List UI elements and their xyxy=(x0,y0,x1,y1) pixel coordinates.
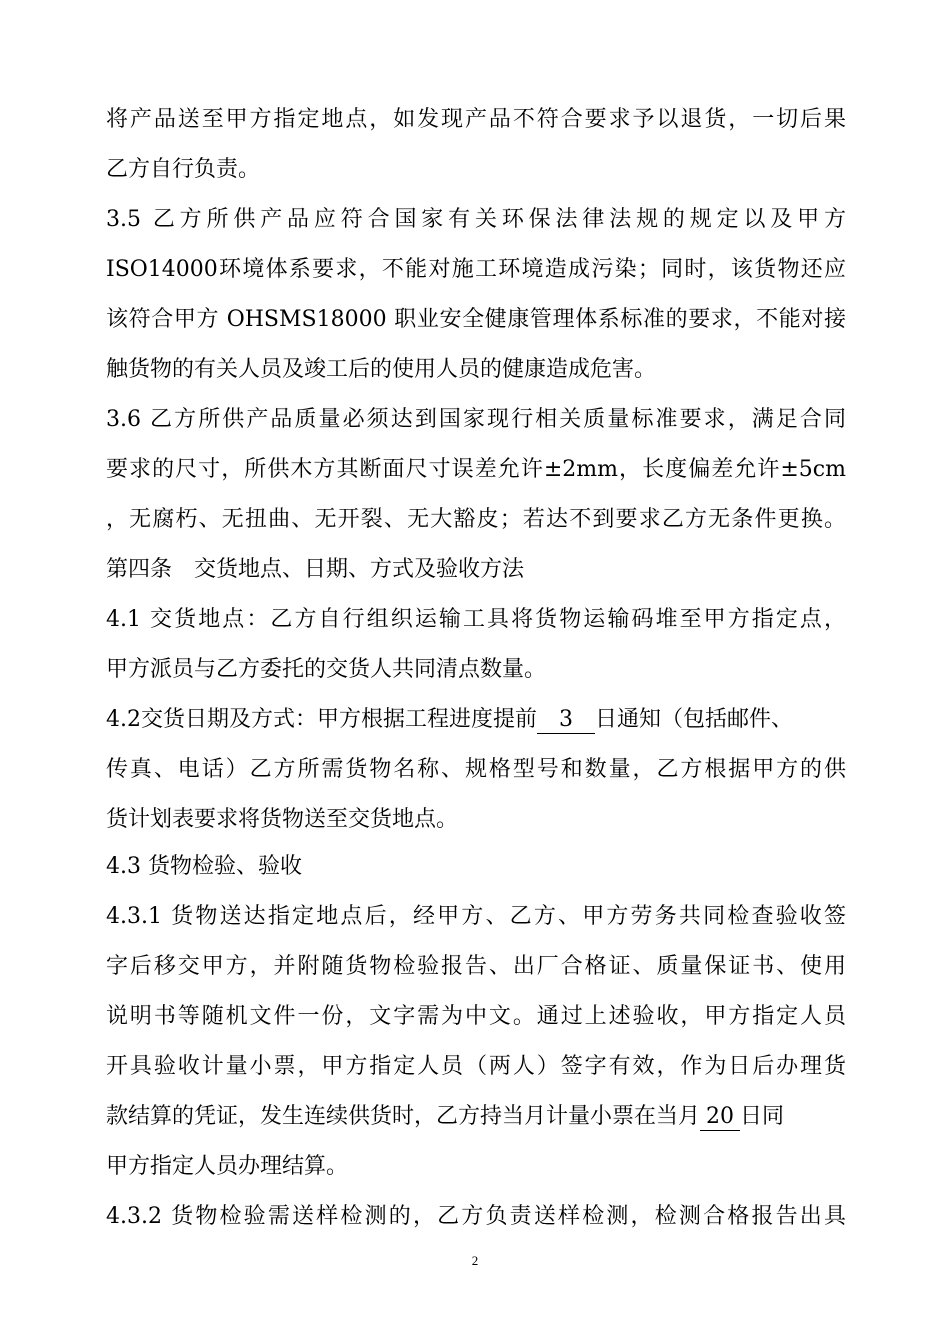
text-line: 触货物的有关人员及竣工后的使用人员的健康造成危害。 xyxy=(106,357,657,382)
text-line: 4.3.1 货物送达指定地点后，经甲方、乙方、甲方劳务共同检查验收签 xyxy=(106,904,846,929)
text-line: ，无腐朽、无扭曲、无开裂、无大豁皮；若达不到要求乙方无条件更换。 xyxy=(106,507,846,532)
page-number: 2 xyxy=(471,1253,479,1268)
subsection-heading: 4.3 货物检验、验收 xyxy=(106,854,302,879)
text-line: 要求的尺寸，所供木方其断面尺寸误差允许±2mm，长度偏差允许±5cm xyxy=(106,457,846,482)
text-line: 乙方自行负责。 xyxy=(106,157,261,182)
text-line-with-blank xyxy=(106,1102,846,1132)
filled-blank: 3 xyxy=(537,707,595,734)
text-line: 字后移交甲方，并附随货物检验报告、出厂合格证、质量保证书、使用 xyxy=(106,954,846,979)
text-line: 将产品送至甲方指定地点，如发现产品不符合要求予以退货，一切后果 xyxy=(106,107,846,132)
text-line: 3.6 乙方所供产品质量必须达到国家现行相关质量标准要求，满足合同 xyxy=(106,407,846,432)
text-segment: 日同 xyxy=(740,1104,785,1129)
text-line: 4.3.2 货物检验需送样检测的，乙方负责送样检测，检测合格报告出具 xyxy=(106,1204,846,1229)
text-line: 说明书等随机文件一份，文字需为中文。通过上述验收，甲方指定人员 xyxy=(106,1004,846,1029)
text-line-with-blank xyxy=(106,705,846,735)
text-segment: 款结算的凭证，发生连续供货时，乙方持当月计量小票在当月 xyxy=(106,1104,701,1129)
text-line: 甲方指定人员办理结算。 xyxy=(106,1154,349,1179)
text-line: 该符合甲方 OHSMS18000 职业安全健康管理体系标准的要求，不能对接 xyxy=(106,307,846,332)
text-line: 甲方派员与乙方委托的交货人共同清点数量。 xyxy=(106,657,547,682)
text-line: 4.1 交货地点：乙方自行组织运输工具将货物运输码堆至甲方指定点， xyxy=(106,607,846,632)
text-line: 传真、电话）乙方所需货物名称、规格型号和数量，乙方根据甲方的供 xyxy=(106,757,846,782)
text-line: 3.5 乙方所供产品应符合国家有关环保法律法规的规定以及甲方 xyxy=(106,207,846,232)
filled-blank: 20 xyxy=(700,1104,740,1131)
text-line: ISO14000环境体系要求，不能对施工环境造成污染；同时，该货物还应 xyxy=(106,257,846,282)
section-heading: 第四条 交货地点、日期、方式及验收方法 xyxy=(106,557,525,582)
text-segment: 4.2交货日期及方式：甲方根据工程进度提前 xyxy=(106,707,537,732)
text-line: 开具验收计量小票，甲方指定人员（两人）签字有效，作为日后办理货 xyxy=(106,1054,846,1079)
text-segment: 日通知（包括邮件、 xyxy=(595,707,794,732)
text-line: 货计划表要求将货物送至交货地点。 xyxy=(106,807,459,832)
